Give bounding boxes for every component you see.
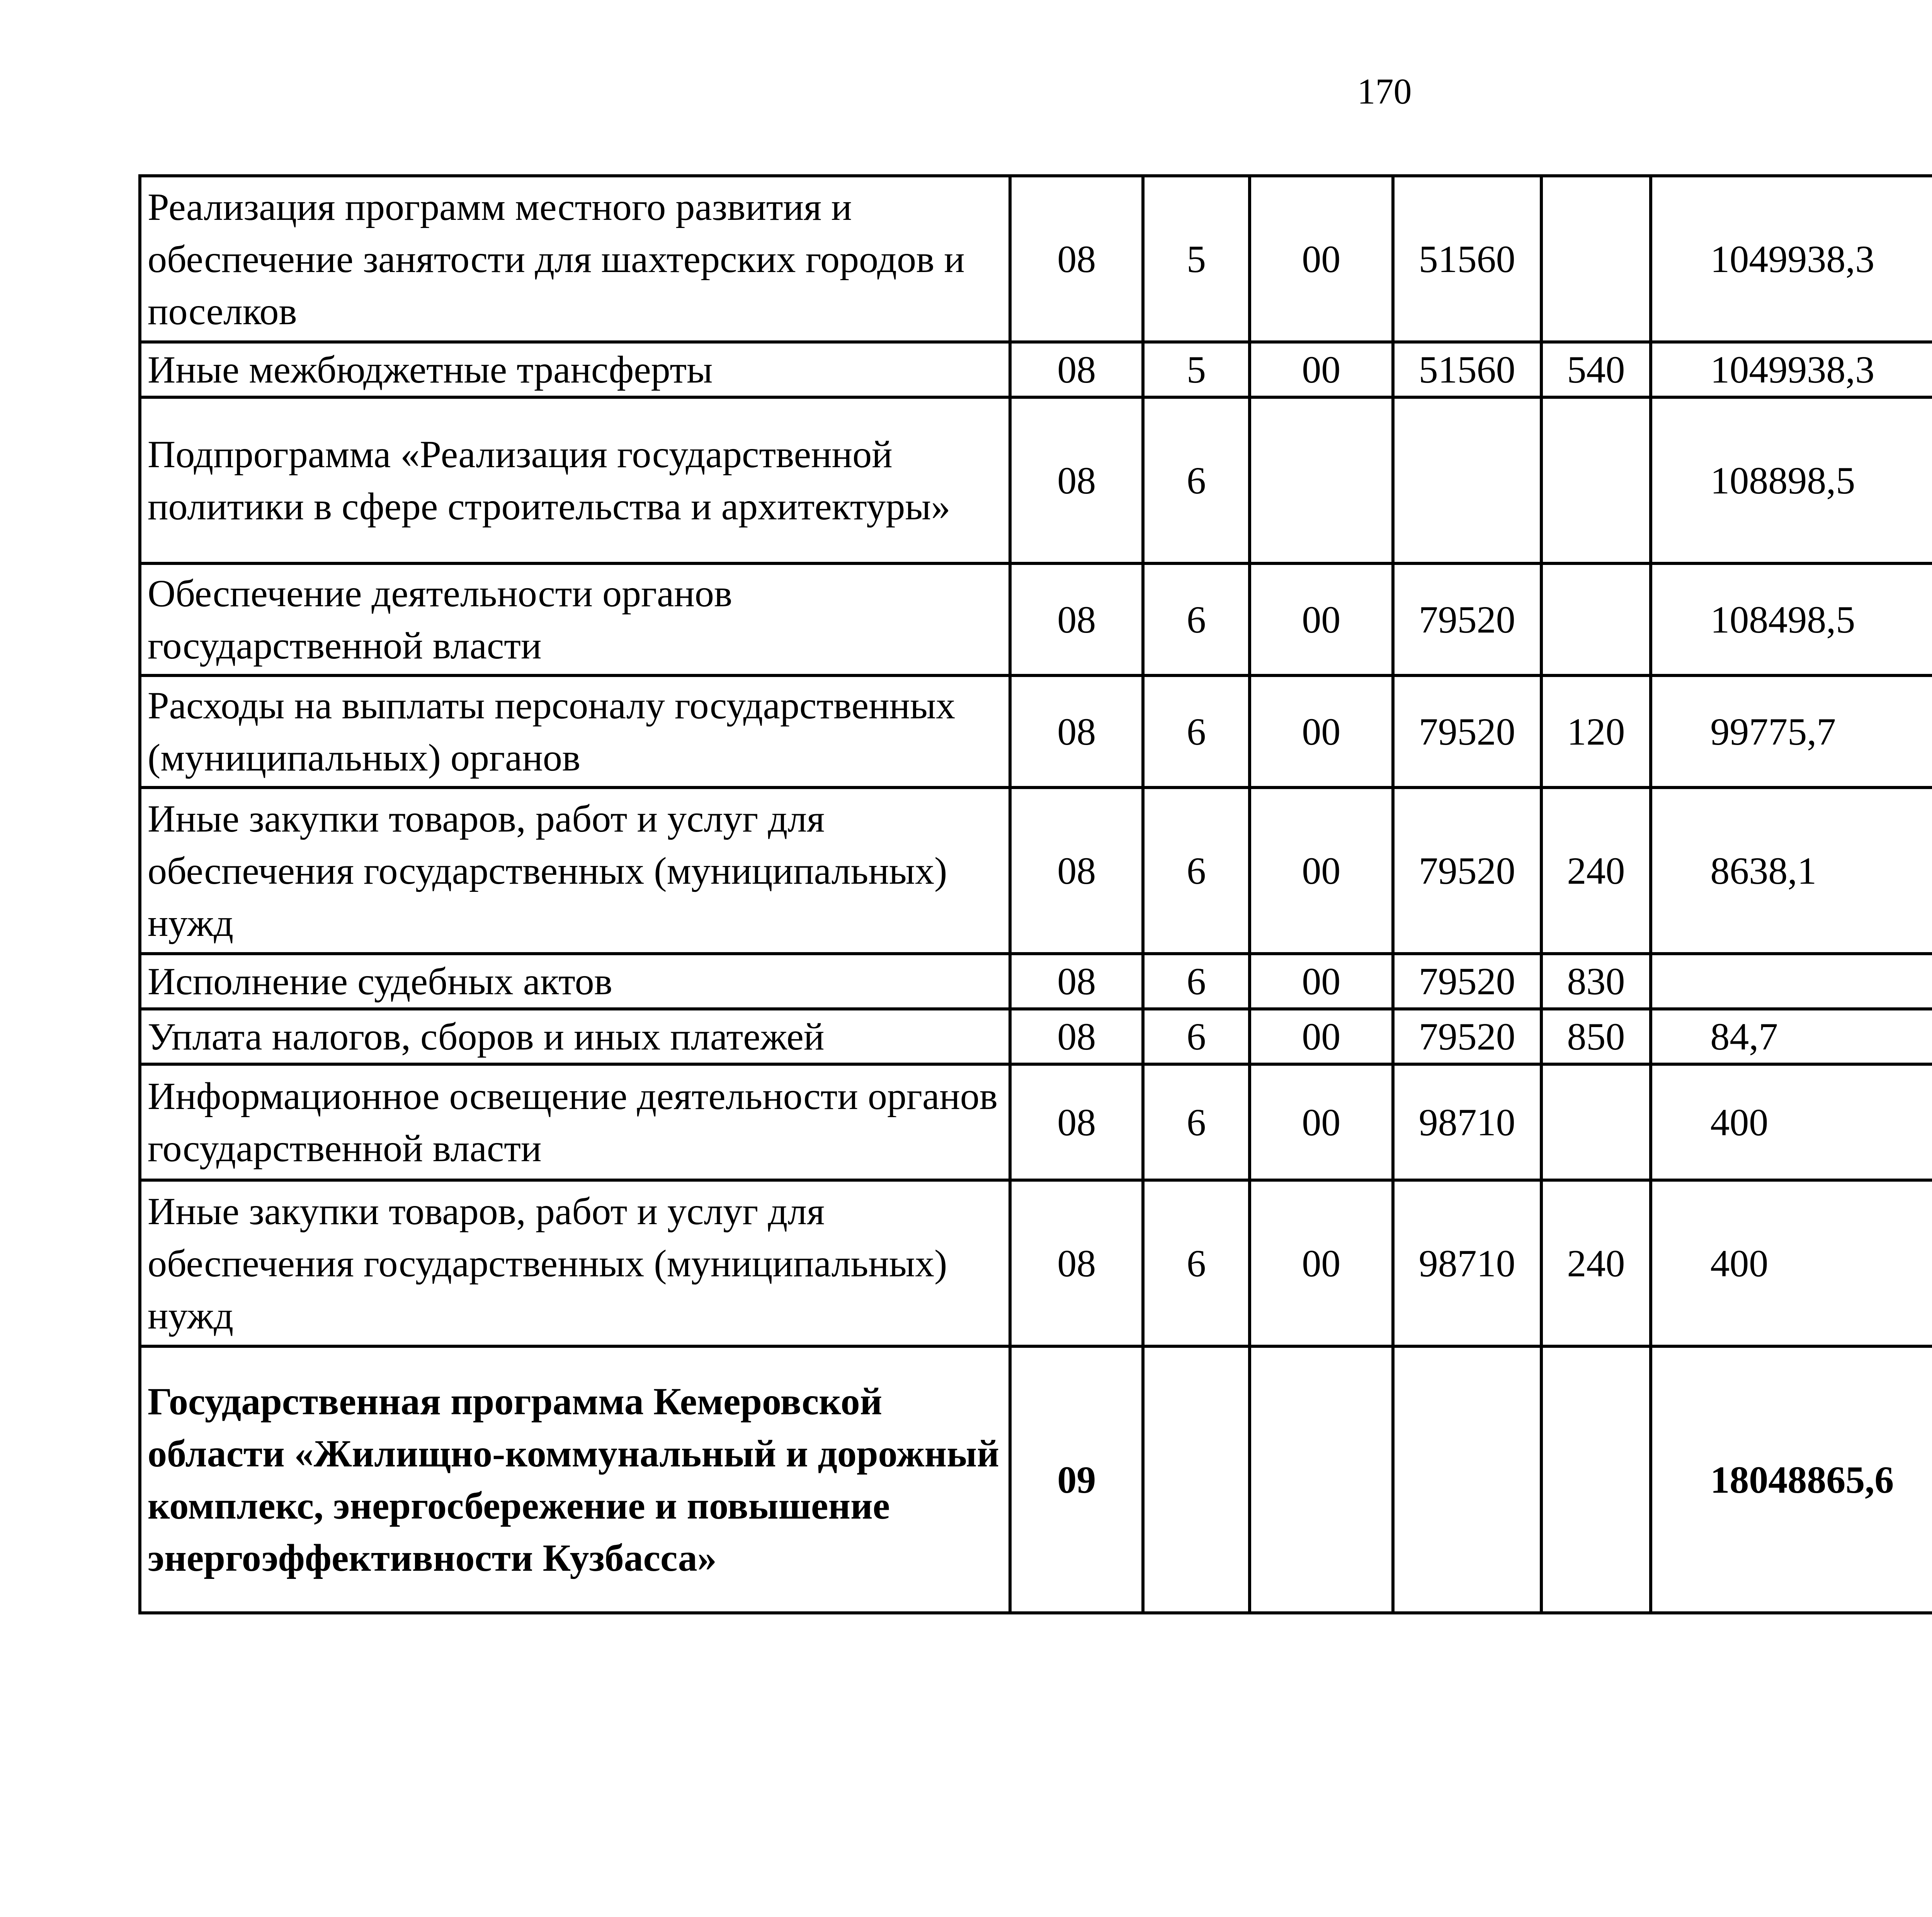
row-expense-type-code: 850: [1541, 1009, 1651, 1064]
table-row: [140, 1180, 1932, 1346]
row-subprogram-code: 6: [1143, 675, 1250, 788]
row-direction-code: 79520: [1393, 954, 1541, 1009]
row-direction-code: 98710: [1393, 1180, 1541, 1346]
budget-table-body: [140, 176, 1932, 1613]
row-amount-1: 99775,7: [1651, 675, 1932, 788]
row-subprogram-code: 6: [1143, 788, 1250, 954]
row-expense-type-code: [1541, 397, 1651, 563]
row-section-code: 08: [1010, 788, 1143, 954]
row-direction-code: 79520: [1393, 788, 1541, 954]
row-direction-code: 79520: [1393, 563, 1541, 675]
row-name: Уплата налогов, сборов и иных платежей: [140, 1009, 1010, 1064]
row-section-code: 08: [1010, 1064, 1143, 1180]
row-expense-type-code: [1541, 1346, 1651, 1613]
row-expense-type-code: [1541, 176, 1651, 342]
row-section-code: 08: [1010, 397, 1143, 563]
row-code-3: 00: [1250, 954, 1393, 1009]
row-name: Расходы на выплаты персоналу государственных (муниципальных) органов: [140, 675, 1010, 788]
row-subprogram-code: 6: [1143, 397, 1250, 563]
row-name: Исполнение судебных актов: [140, 954, 1010, 1009]
row-section-code: 08: [1010, 675, 1143, 788]
row-amount-1: 108498,5: [1651, 563, 1932, 675]
row-name: Подпрограмма «Реализация государственной политики в сфере строительства и архитектуры»: [140, 397, 1010, 563]
table-row: [140, 1064, 1932, 1180]
row-amount-1: 1049938,3: [1651, 176, 1932, 342]
row-code-3: 00: [1250, 1009, 1393, 1064]
table-row: [140, 788, 1932, 954]
row-code-3: 00: [1250, 176, 1393, 342]
row-amount-1: 400: [1651, 1064, 1932, 1180]
row-subprogram-code: [1143, 1346, 1250, 1613]
row-code-3: 00: [1250, 1064, 1393, 1180]
row-section-code: 08: [1010, 954, 1143, 1009]
table-row: [140, 342, 1932, 397]
row-expense-type-code: 830: [1541, 954, 1651, 1009]
row-name: Иные закупки товаров, работ и услуг для обеспечения государственных (муниципальных) нужд: [140, 788, 1010, 954]
row-name: Обеспечение деятельности органов государственной власти: [140, 563, 1010, 675]
row-code-3: 00: [1250, 675, 1393, 788]
row-name: Информационное освещение деятельности органов государственной власти: [140, 1064, 1010, 1180]
row-amount-1: 400: [1651, 1180, 1932, 1346]
row-amount-1: [1651, 954, 1932, 1009]
row-expense-type-code: 240: [1541, 788, 1651, 954]
row-code-3: 00: [1250, 342, 1393, 397]
row-section-code: 08: [1010, 563, 1143, 675]
table-row: [140, 954, 1932, 1009]
table-row: [140, 1346, 1932, 1613]
row-expense-type-code: 120: [1541, 675, 1651, 788]
row-expense-type-code: [1541, 563, 1651, 675]
row-expense-type-code: 540: [1541, 342, 1651, 397]
row-amount-1: 108898,5: [1651, 397, 1932, 563]
table-row: [140, 176, 1932, 342]
row-name: Реализация программ местного развития и обеспечение занятости для шахтерских городов и поселков: [140, 176, 1010, 342]
row-section-code: 08: [1010, 176, 1143, 342]
row-subprogram-code: 5: [1143, 342, 1250, 397]
budget-table: [138, 174, 1932, 1614]
row-subprogram-code: 6: [1143, 563, 1250, 675]
row-section-code: 08: [1010, 342, 1143, 397]
row-amount-1: 1049938,3: [1651, 342, 1932, 397]
row-subprogram-code: 6: [1143, 1064, 1250, 1180]
row-code-3: [1250, 397, 1393, 563]
table-row: [140, 1009, 1932, 1064]
table-row: [140, 397, 1932, 563]
row-direction-code: 98710: [1393, 1064, 1541, 1180]
row-amount-1: 18048865,6: [1651, 1346, 1932, 1613]
row-name: Иные межбюджетные трансферты: [140, 342, 1010, 397]
row-expense-type-code: 240: [1541, 1180, 1651, 1346]
row-name: Иные закупки товаров, работ и услуг для обеспечения государственных (муниципальных) нужд: [140, 1180, 1010, 1346]
row-code-3: 00: [1250, 563, 1393, 675]
row-expense-type-code: [1541, 1064, 1651, 1180]
row-code-3: 00: [1250, 788, 1393, 954]
row-code-3: [1250, 1346, 1393, 1613]
row-direction-code: [1393, 1346, 1541, 1613]
row-direction-code: 79520: [1393, 675, 1541, 788]
row-amount-1: 84,7: [1651, 1009, 1932, 1064]
row-subprogram-code: 5: [1143, 176, 1250, 342]
table-row: [140, 563, 1932, 675]
row-code-3: 00: [1250, 1180, 1393, 1346]
row-section-code: 09: [1010, 1346, 1143, 1613]
row-subprogram-code: 6: [1143, 1180, 1250, 1346]
page-number: 170: [1357, 71, 1412, 112]
row-amount-1: 8638,1: [1651, 788, 1932, 954]
row-section-code: 08: [1010, 1180, 1143, 1346]
row-direction-code: [1393, 397, 1541, 563]
row-direction-code: 51560: [1393, 342, 1541, 397]
row-direction-code: 79520: [1393, 1009, 1541, 1064]
table-row: [140, 675, 1932, 788]
row-subprogram-code: 6: [1143, 954, 1250, 1009]
row-name: Государственная программа Кемеровской области «Жилищно-коммунальный и дорожный комплекс, энергосбережение и повышение энергоэффективности Кузбасса»: [140, 1346, 1010, 1613]
row-subprogram-code: 6: [1143, 1009, 1250, 1064]
row-direction-code: 51560: [1393, 176, 1541, 342]
row-section-code: 08: [1010, 1009, 1143, 1064]
